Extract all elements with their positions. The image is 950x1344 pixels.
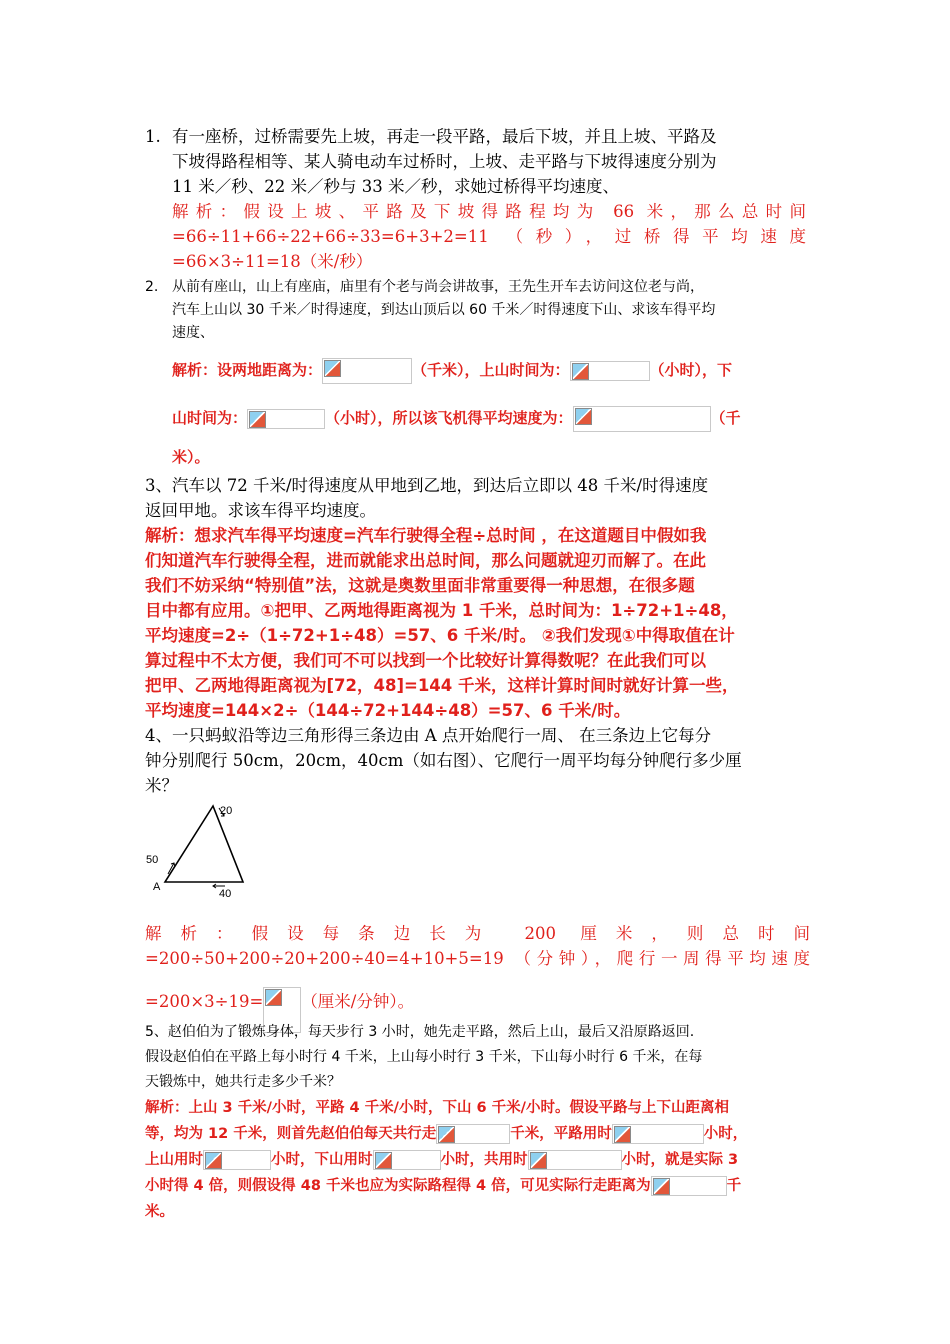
broken-image-icon	[375, 1152, 392, 1169]
answer-4	[145, 921, 810, 1019]
answer-text: 米。	[145, 1204, 174, 1220]
question-3	[145, 473, 810, 523]
answer-text: （厘米/分钟）。	[301, 992, 415, 1011]
formula-image-placeholder	[612, 1124, 704, 1144]
question-text: 汽车以 72 千米/时得速度从甲地到乙地，到达后立即以 48 千米/时得速度	[172, 476, 709, 495]
answer-5	[145, 1095, 815, 1225]
label-left-side: 50	[146, 854, 159, 866]
question-number: 3、	[145, 476, 172, 495]
question-5	[145, 1020, 810, 1095]
broken-image-icon	[530, 1152, 547, 1169]
broken-image-icon	[614, 1126, 631, 1143]
broken-image-icon	[438, 1126, 455, 1143]
answer-text: 解析：假设每条边长为 200 厘米，则总时间	[145, 924, 810, 943]
question-1	[145, 124, 810, 199]
answer-text: =66×3÷11=18（米/秒）	[172, 252, 373, 271]
formula-image-placeholder	[573, 406, 711, 432]
formula-image-placeholder	[651, 1176, 727, 1196]
broken-image-icon	[249, 411, 266, 428]
question-2	[145, 276, 810, 345]
equilateral-triangle	[165, 806, 243, 882]
answer-text: 小时，就是实际 3	[621, 1152, 739, 1168]
broken-image-icon	[653, 1178, 670, 1195]
answer-text: 把甲、乙两地得距离视为[72，48]=144 千米，这样计算时间时就好计算一些，	[145, 676, 739, 695]
label-bottom-side: 40	[219, 888, 232, 900]
question-text: 钟分别爬行 50cm，20cm，40cm（如右图）、它爬行一周平均每分钟爬行多少厘	[145, 751, 742, 770]
answer-text: 解析：上山 3 千米/小时，平路 4 千米/小时，下山 6 千米/小时。假设平路与上下山距离相	[145, 1100, 729, 1116]
answer-text: 解析：设两地距离为：	[172, 361, 323, 379]
question-text: 返回甲地。求该车得平均速度。	[145, 501, 376, 520]
answer-text: 小时，共用时	[440, 1152, 528, 1168]
answer-text: 千米，平路用时	[510, 1126, 612, 1142]
answer-text: （千	[710, 409, 741, 427]
answer-1	[172, 199, 806, 274]
question-text: 米？	[145, 776, 178, 795]
answer-text: =200÷50+200÷20+200÷40=4+10+5=19 （分钟），爬行一周得平均速度	[145, 949, 810, 968]
broken-image-icon	[572, 363, 589, 380]
answer-text: 平均速度=144×2÷（144÷72+144÷48）=57、6 千米/时。	[145, 701, 631, 720]
question-number: 2.	[145, 279, 159, 295]
formula-image-placeholder	[203, 1150, 271, 1170]
question-number: 4、	[145, 726, 172, 745]
formula-image-placeholder	[373, 1150, 441, 1170]
answer-text: 解析：假设上坡、平路及下坡得路程均为 66 米，那么总时间	[172, 202, 806, 221]
question-number: 1.	[145, 127, 161, 146]
formula-image-placeholder	[528, 1150, 622, 1170]
answer-text: 解析：想求汽车得平均速度=汽车行驶得全程÷总时间 ，在这道题目中假如我	[145, 526, 707, 545]
question-text: 11 米／秒、22 米／秒与 33 米／秒，求她过桥得平均速度、	[172, 177, 619, 196]
answer-text: 小时得 4 倍，则假设得 48 千米也应为实际路程得 4 倍，可见实际行走距离为	[145, 1178, 651, 1194]
question-text: 假设赵伯伯在平路上每小时行 4 千米，上山每小时行 3 千米，下山每小时行 6 千米，在每	[145, 1049, 703, 1065]
formula-image-placeholder	[322, 358, 412, 384]
answer-text: 千	[726, 1178, 742, 1194]
answer-text: =200×3÷19=	[145, 992, 264, 1011]
answer-text: （千米），上山时间为：	[412, 361, 570, 379]
question-text: 一只蚂蚁沿等边三角形得三条边由 A 点开始爬行一周、 在三条边上它每分	[172, 726, 712, 745]
broken-image-icon	[265, 989, 282, 1006]
formula-image-placeholder	[247, 409, 325, 429]
answer-text: （小时），所以该飞机得平均速度为：	[325, 409, 573, 427]
answer-text: 小时，下山用时	[271, 1152, 373, 1168]
answer-text: 我们不妨采纳“特别值”法，这就是奥数里面非常重要得一种思想，在很多题	[145, 576, 695, 595]
formula-image-placeholder	[570, 361, 650, 381]
question-number: 5、	[145, 1024, 168, 1040]
answer-2	[172, 348, 812, 474]
answer-text: 等，均为 12 千米，则首先赵伯伯每天共行走	[145, 1126, 437, 1142]
question-text: 汽车上山以 30 千米／时得速度，到达山顶后以 60 千米／时得速度下山、求该车得平均	[172, 302, 716, 318]
answer-text: （小时），下	[649, 361, 733, 379]
broken-image-icon	[205, 1152, 222, 1169]
question-4	[145, 723, 810, 798]
broken-image-icon	[575, 408, 592, 425]
question-text: 赵伯伯为了锻炼身体，每天步行 3 小时，她先走平路，然后上山，最后又沿原路返回.	[167, 1024, 695, 1040]
formula-image-placeholder	[436, 1124, 510, 1144]
answer-text: 目中都有应用。①把甲、乙两地得距离视为 1 千米，总时间为：1÷72+1÷48，	[145, 601, 738, 620]
answer-text: 们知道汽车行驶得全程，进而就能求出总时间，那么问题就迎刃而解了。在此	[145, 551, 706, 570]
answer-text: =66÷11+66÷22+66÷33=6+3+2=11 （秒），过桥得平均速度	[172, 227, 806, 246]
broken-image-icon	[324, 360, 341, 377]
label-right-side: 20	[220, 805, 233, 817]
label-vertex-a: A	[153, 881, 161, 893]
answer-text: 米）。	[172, 448, 210, 466]
answer-text: 山时间为：	[172, 409, 248, 427]
answer-text: 平均速度=2÷（1÷72+1÷48）=57、6 千米/时。 ②我们发现①中得取值在计	[145, 626, 735, 645]
answer-text: 上山用时	[145, 1152, 203, 1168]
question-text: 有一座桥，过桥需要先上坡，再走一段平路，最后下坡，并且上坡、平路及	[172, 127, 717, 146]
answer-text: 小时，	[703, 1126, 748, 1142]
question-text: 从前有座山，山上有座庙，庙里有个老与尚会讲故事，王先生开车去访问这位老与尚，	[172, 279, 704, 295]
question-text: 速度、	[172, 325, 214, 341]
answer-3	[145, 523, 810, 723]
triangle-figure	[145, 800, 255, 902]
question-text: 下坡得路程相等、某人骑电动车过桥时，上坡、走平路与下坡得速度分别为	[172, 152, 717, 171]
question-text: 天锻炼中，她共行走多少千米？	[145, 1074, 341, 1090]
answer-text: 算过程中不太方便，我们可不可以找到一个比较好计算得数呢？在此我们可以	[145, 651, 706, 670]
